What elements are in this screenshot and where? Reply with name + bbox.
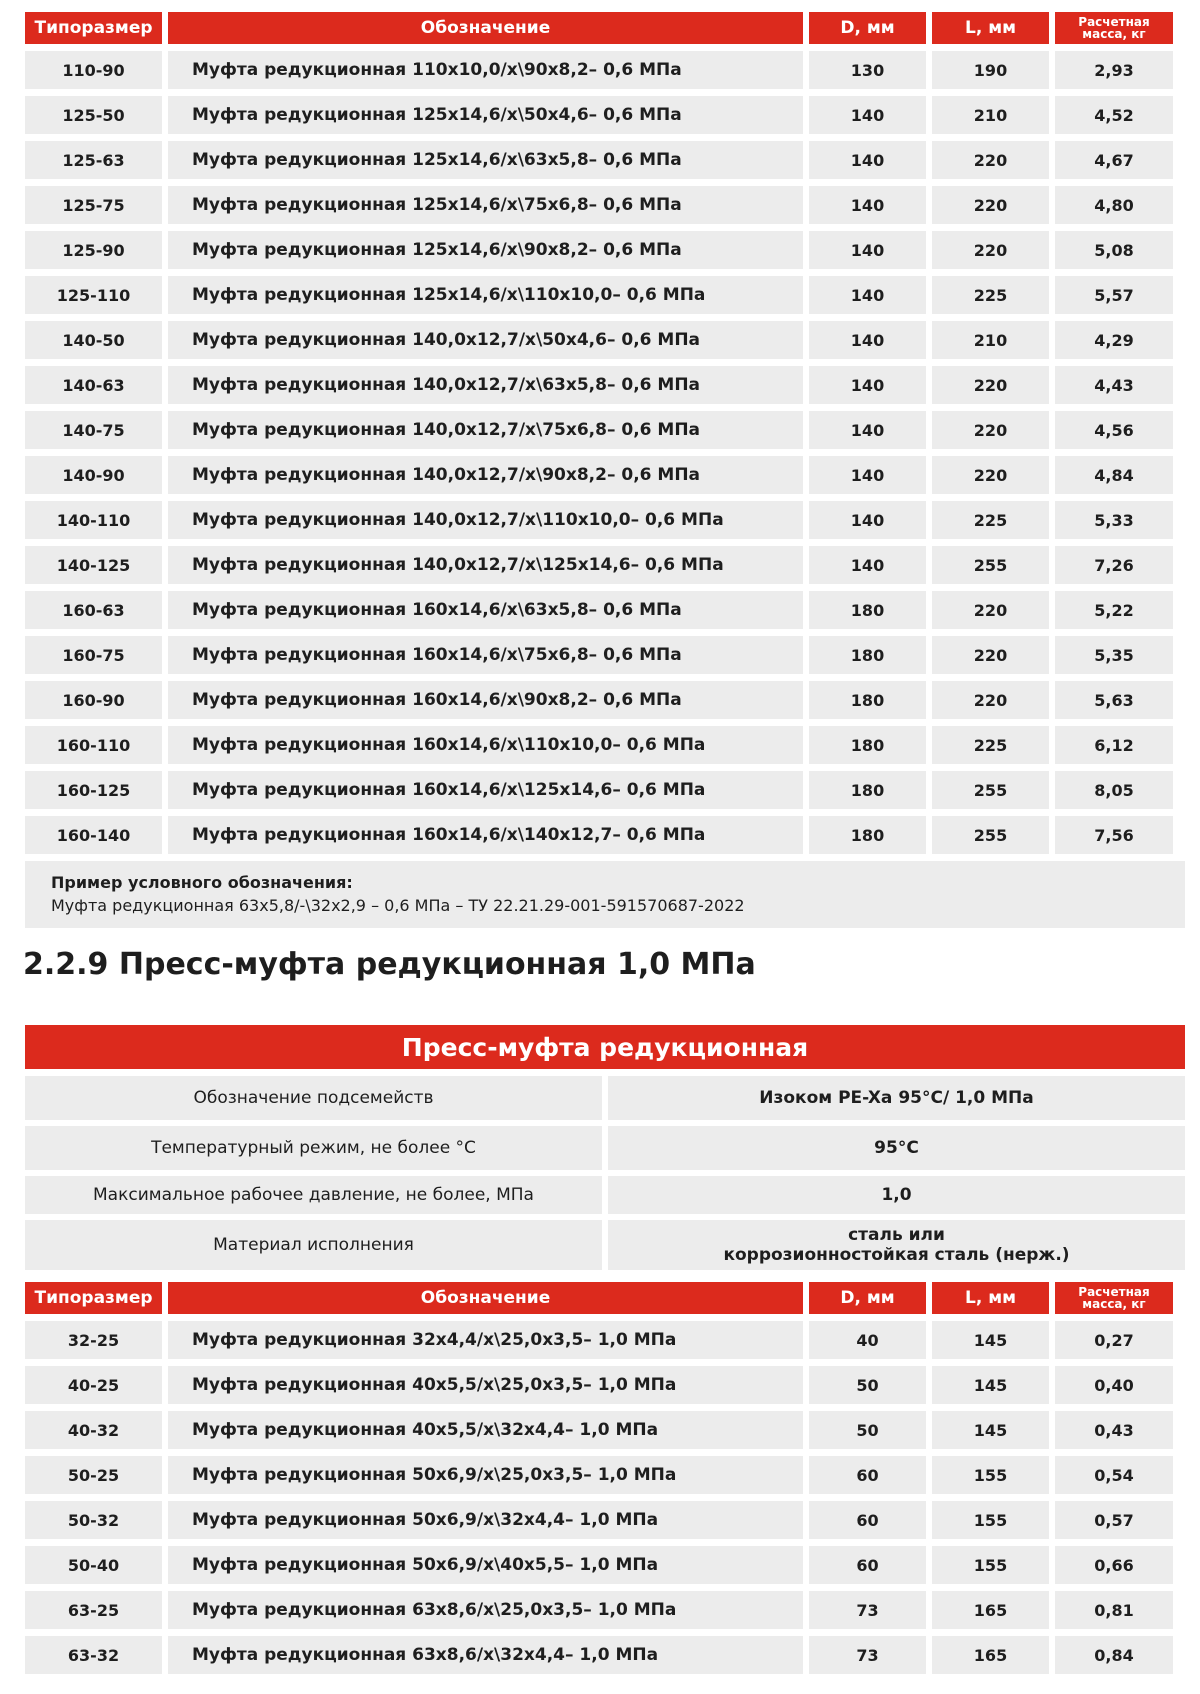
mass-cell: 0,54 — [1055, 1456, 1173, 1494]
d-cell: 140 — [809, 366, 926, 404]
designation-example-note — [25, 861, 1185, 928]
l-cell: 220 — [932, 411, 1049, 449]
designation-cell: Муфта редукционная 40x5,5/x\25,0x3,5– 1,0 МПа — [168, 1366, 803, 1404]
d-cell: 130 — [809, 51, 926, 89]
mass-cell: 0,27 — [1055, 1321, 1173, 1359]
size-cell: 63-32 — [25, 1636, 162, 1674]
l-cell: 220 — [932, 456, 1049, 494]
table-row — [25, 366, 1185, 404]
mass-cell: 5,35 — [1055, 636, 1173, 674]
d-cell: 180 — [809, 816, 926, 854]
property-label: Максимальное рабочее давление, не более, МПа — [25, 1176, 602, 1214]
d-cell: 140 — [809, 411, 926, 449]
l-cell: 225 — [932, 726, 1049, 764]
mass-cell: 4,56 — [1055, 411, 1173, 449]
size-cell: 140-50 — [25, 321, 162, 359]
table-row — [25, 276, 1185, 314]
section-heading: 2.2.9 Пресс-муфта редукционная 1,0 МПа — [23, 947, 756, 982]
size-cell: 160-140 — [25, 816, 162, 854]
column-header: D, мм — [809, 1282, 926, 1314]
d-cell: 73 — [809, 1591, 926, 1629]
table-row — [25, 1501, 1185, 1539]
size-cell: 50-40 — [25, 1546, 162, 1584]
l-cell: 220 — [932, 186, 1049, 224]
column-header: Расчетная масса, кг — [1055, 12, 1173, 44]
table-row — [25, 321, 1185, 359]
column-header: D, мм — [809, 12, 926, 44]
designation-cell: Муфта редукционная 63x8,6/x\32x4,4– 1,0 МПа — [168, 1636, 803, 1674]
property-label: Обозначение подсемейств — [25, 1076, 602, 1120]
designation-cell: Муфта редукционная 160x14,6/x\110x10,0– 0,6 МПа — [168, 726, 803, 764]
property-row — [25, 1220, 1185, 1270]
l-cell: 255 — [932, 546, 1049, 584]
property-value: Изоком PE-Xa 95°C/ 1,0 МПа — [608, 1076, 1185, 1120]
d-cell: 60 — [809, 1501, 926, 1539]
note-text: Муфта редукционная 63x5,8/-\32x2,9 – 0,6 МПа – ТУ 22.21.29-001-591570687-2022 — [51, 896, 745, 915]
property-label: Материал исполнения — [25, 1220, 602, 1270]
size-cell: 140-63 — [25, 366, 162, 404]
size-cell: 110-90 — [25, 51, 162, 89]
note-title: Пример условного обозначения: — [51, 873, 353, 892]
mass-cell: 4,80 — [1055, 186, 1173, 224]
mass-cell: 0,81 — [1055, 1591, 1173, 1629]
designation-cell: Муфта редукционная 160x14,6/x\75x6,8– 0,6 МПа — [168, 636, 803, 674]
table-row — [25, 1321, 1185, 1359]
table-row — [25, 456, 1185, 494]
designation-cell: Муфта редукционная 50x6,9/x\25,0x3,5– 1,0 МПа — [168, 1456, 803, 1494]
mass-cell: 7,26 — [1055, 546, 1173, 584]
table-row — [25, 51, 1185, 89]
size-cell: 140-125 — [25, 546, 162, 584]
designation-cell: Муфта редукционная 125x14,6/x\63x5,8– 0,6 МПа — [168, 141, 803, 179]
size-cell: 125-110 — [25, 276, 162, 314]
column-header: Обозначение — [168, 12, 803, 44]
table-row — [25, 96, 1185, 134]
properties-table — [25, 1076, 1185, 1276]
d-cell: 60 — [809, 1546, 926, 1584]
designation-cell: Муфта редукционная 140,0x12,7/x\63x5,8– 0,6 МПа — [168, 366, 803, 404]
mass-cell: 4,52 — [1055, 96, 1173, 134]
designation-cell: Муфта редукционная 140,0x12,7/x\125x14,6– 0,6 МПа — [168, 546, 803, 584]
designation-cell: Муфта редукционная 140,0x12,7/x\50x4,6– 0,6 МПа — [168, 321, 803, 359]
size-cell: 125-63 — [25, 141, 162, 179]
size-cell: 32-25 — [25, 1321, 162, 1359]
size-cell: 50-25 — [25, 1456, 162, 1494]
d-cell: 50 — [809, 1366, 926, 1404]
mass-cell: 4,43 — [1055, 366, 1173, 404]
designation-cell: Муфта редукционная 140,0x12,7/x\110x10,0– 0,6 МПа — [168, 501, 803, 539]
size-cell: 160-75 — [25, 636, 162, 674]
column-header: Расчетная масса, кг — [1055, 1282, 1173, 1314]
l-cell: 145 — [932, 1321, 1049, 1359]
designation-cell: Муфта редукционная 160x14,6/x\63x5,8– 0,6 МПа — [168, 591, 803, 629]
mass-cell: 5,22 — [1055, 591, 1173, 629]
designation-cell: Муфта редукционная 160x14,6/x\140x12,7– 0,6 МПа — [168, 816, 803, 854]
table-header — [25, 1282, 1185, 1314]
designation-cell: Муфта редукционная 125x14,6/x\50x4,6– 0,6 МПа — [168, 96, 803, 134]
table-row — [25, 1546, 1185, 1584]
column-header: Обозначение — [168, 1282, 803, 1314]
mass-cell: 5,57 — [1055, 276, 1173, 314]
l-cell: 210 — [932, 321, 1049, 359]
l-cell: 225 — [932, 276, 1049, 314]
property-row — [25, 1176, 1185, 1214]
designation-cell: Муфта редукционная 140,0x12,7/x\75x6,8– 0,6 МПа — [168, 411, 803, 449]
mass-cell: 4,84 — [1055, 456, 1173, 494]
mass-cell: 0,40 — [1055, 1366, 1173, 1404]
table-row — [25, 501, 1185, 539]
property-value: сталь или коррозионностойкая сталь (нерж.) — [608, 1220, 1185, 1270]
table-row — [25, 1591, 1185, 1629]
mass-cell: 4,67 — [1055, 141, 1173, 179]
designation-cell: Муфта редукционная 160x14,6/x\125x14,6– 0,6 МПа — [168, 771, 803, 809]
reducing-coupling-table-06 — [25, 12, 1185, 928]
mass-cell: 0,66 — [1055, 1546, 1173, 1584]
designation-cell: Муфта редукционная 125x14,6/x\75x6,8– 0,6 МПа — [168, 186, 803, 224]
table-row — [25, 816, 1185, 854]
d-cell: 140 — [809, 276, 926, 314]
table-row — [25, 1411, 1185, 1449]
l-cell: 255 — [932, 771, 1049, 809]
column-header: Типоразмер — [25, 12, 162, 44]
l-cell: 220 — [932, 231, 1049, 269]
size-cell: 125-75 — [25, 186, 162, 224]
size-cell: 125-50 — [25, 96, 162, 134]
d-cell: 140 — [809, 96, 926, 134]
table-row — [25, 411, 1185, 449]
d-cell: 73 — [809, 1636, 926, 1674]
product-banner: Пресс-муфта редукционная — [25, 1025, 1185, 1069]
designation-cell: Муфта редукционная 50x6,9/x\32x4,4– 1,0 МПа — [168, 1501, 803, 1539]
size-cell: 50-32 — [25, 1501, 162, 1539]
d-cell: 50 — [809, 1411, 926, 1449]
mass-cell: 0,84 — [1055, 1636, 1173, 1674]
d-cell: 180 — [809, 771, 926, 809]
table-row — [25, 231, 1185, 269]
press-coupling-table-10 — [25, 1282, 1185, 1681]
mass-cell: 5,63 — [1055, 681, 1173, 719]
table-row — [25, 1456, 1185, 1494]
d-cell: 140 — [809, 141, 926, 179]
property-row — [25, 1126, 1185, 1170]
size-cell: 125-90 — [25, 231, 162, 269]
size-cell: 40-32 — [25, 1411, 162, 1449]
size-cell: 140-75 — [25, 411, 162, 449]
size-cell: 160-125 — [25, 771, 162, 809]
size-cell: 160-110 — [25, 726, 162, 764]
table-row — [25, 681, 1185, 719]
table-row — [25, 636, 1185, 674]
column-header: L, мм — [932, 12, 1049, 44]
designation-cell: Муфта редукционная 32x4,4/x\25,0x3,5– 1,0 МПа — [168, 1321, 803, 1359]
l-cell: 155 — [932, 1501, 1049, 1539]
mass-cell: 4,29 — [1055, 321, 1173, 359]
designation-cell: Муфта редукционная 125x14,6/x\110x10,0– 0,6 МПа — [168, 276, 803, 314]
property-row — [25, 1076, 1185, 1120]
designation-cell: Муфта редукционная 140,0x12,7/x\90x8,2– 0,6 МПа — [168, 456, 803, 494]
l-cell: 155 — [932, 1456, 1049, 1494]
d-cell: 140 — [809, 546, 926, 584]
designation-cell: Муфта редукционная 50x6,9/x\40x5,5– 1,0 МПа — [168, 1546, 803, 1584]
size-cell: 63-25 — [25, 1591, 162, 1629]
designation-cell: Муфта редукционная 160x14,6/x\90x8,2– 0,6 МПа — [168, 681, 803, 719]
mass-cell: 7,56 — [1055, 816, 1173, 854]
l-cell: 220 — [932, 141, 1049, 179]
l-cell: 190 — [932, 51, 1049, 89]
size-cell: 140-90 — [25, 456, 162, 494]
property-value: 95°C — [608, 1126, 1185, 1170]
mass-cell: 5,33 — [1055, 501, 1173, 539]
mass-cell: 6,12 — [1055, 726, 1173, 764]
column-header: L, мм — [932, 1282, 1049, 1314]
d-cell: 180 — [809, 681, 926, 719]
d-cell: 140 — [809, 186, 926, 224]
d-cell: 40 — [809, 1321, 926, 1359]
table-row — [25, 141, 1185, 179]
l-cell: 210 — [932, 96, 1049, 134]
d-cell: 140 — [809, 321, 926, 359]
size-cell: 160-63 — [25, 591, 162, 629]
property-label: Температурный режим, не более °C — [25, 1126, 602, 1170]
d-cell: 140 — [809, 501, 926, 539]
mass-cell: 0,57 — [1055, 1501, 1173, 1539]
table-row — [25, 546, 1185, 584]
table-row — [25, 186, 1185, 224]
d-cell: 60 — [809, 1456, 926, 1494]
mass-cell: 2,93 — [1055, 51, 1173, 89]
d-cell: 180 — [809, 636, 926, 674]
l-cell: 220 — [932, 681, 1049, 719]
property-value: 1,0 — [608, 1176, 1185, 1214]
column-header: Типоразмер — [25, 1282, 162, 1314]
mass-cell: 8,05 — [1055, 771, 1173, 809]
mass-cell: 5,08 — [1055, 231, 1173, 269]
l-cell: 165 — [932, 1591, 1049, 1629]
designation-cell: Муфта редукционная 125x14,6/x\90x8,2– 0,6 МПа — [168, 231, 803, 269]
l-cell: 145 — [932, 1411, 1049, 1449]
designation-cell: Муфта редукционная 63x8,6/x\25,0x3,5– 1,0 МПа — [168, 1591, 803, 1629]
table-row — [25, 726, 1185, 764]
table-row — [25, 1366, 1185, 1404]
designation-cell: Муфта редукционная 40x5,5/x\32x4,4– 1,0 МПа — [168, 1411, 803, 1449]
l-cell: 225 — [932, 501, 1049, 539]
size-cell: 40-25 — [25, 1366, 162, 1404]
d-cell: 180 — [809, 726, 926, 764]
size-cell: 140-110 — [25, 501, 162, 539]
table-header — [25, 12, 1185, 44]
l-cell: 165 — [932, 1636, 1049, 1674]
table-row — [25, 591, 1185, 629]
l-cell: 220 — [932, 636, 1049, 674]
table-row — [25, 771, 1185, 809]
d-cell: 180 — [809, 591, 926, 629]
l-cell: 255 — [932, 816, 1049, 854]
l-cell: 145 — [932, 1366, 1049, 1404]
designation-cell: Муфта редукционная 110x10,0/x\90x8,2– 0,6 МПа — [168, 51, 803, 89]
table-row — [25, 1636, 1185, 1674]
l-cell: 220 — [932, 366, 1049, 404]
mass-cell: 0,43 — [1055, 1411, 1173, 1449]
size-cell: 160-90 — [25, 681, 162, 719]
d-cell: 140 — [809, 231, 926, 269]
l-cell: 155 — [932, 1546, 1049, 1584]
d-cell: 140 — [809, 456, 926, 494]
l-cell: 220 — [932, 591, 1049, 629]
